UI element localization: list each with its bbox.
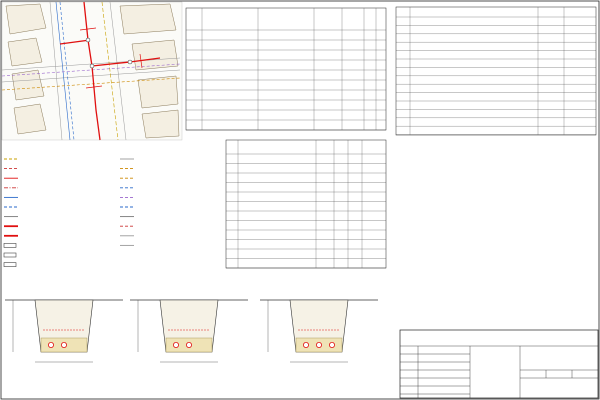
cable-journal-frame xyxy=(186,8,386,130)
building xyxy=(120,4,176,34)
specification xyxy=(396,7,596,135)
title-block-frame xyxy=(400,330,598,398)
cable-in-trench xyxy=(61,342,66,347)
quantities-table xyxy=(226,140,386,268)
building xyxy=(14,104,46,134)
well-marker xyxy=(86,38,90,42)
building xyxy=(132,40,178,70)
cable-in-trench xyxy=(329,342,334,347)
cable-in-trench xyxy=(316,342,321,347)
specification-frame xyxy=(396,7,596,135)
cable-in-trench xyxy=(303,342,308,347)
cable-journal xyxy=(186,8,386,130)
cable-in-trench xyxy=(173,342,178,347)
building xyxy=(142,110,179,138)
site-plan xyxy=(2,2,182,140)
well-marker xyxy=(128,60,132,64)
well-marker xyxy=(90,64,94,68)
cable-in-trench xyxy=(48,342,53,347)
title-block xyxy=(400,330,598,398)
building xyxy=(8,38,42,66)
building xyxy=(138,76,178,108)
cable-in-trench xyxy=(186,342,191,347)
